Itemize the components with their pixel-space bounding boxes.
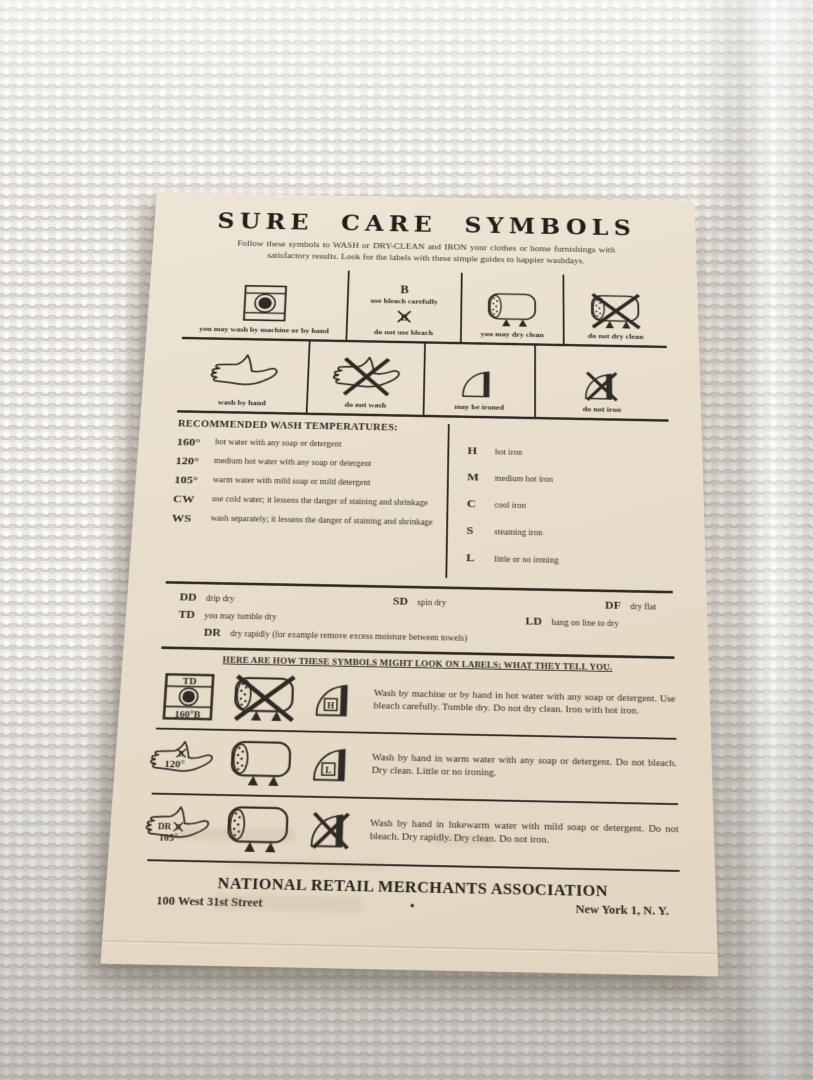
- dry-code-group: [178, 609, 277, 624]
- do-not-dry-clean-icon: [224, 675, 304, 723]
- temp-row: [173, 493, 434, 511]
- label-example-row-2: [152, 730, 678, 806]
- organization-name: NATIONAL RETAIL MERCHANTS ASSOCIATION: [217, 874, 609, 901]
- hand-temp: 120°: [164, 759, 185, 771]
- temp-desc: wash separately; it lessens the danger of staining and shrinkage: [210, 515, 433, 528]
- temp-code: CW: [172, 492, 195, 506]
- symbol-caption: do not dry clean: [587, 331, 644, 341]
- ink-bleed-through: [178, 827, 296, 843]
- bullet-separator: •: [410, 899, 415, 913]
- symbol-caption: you may wash by machine or by hand: [199, 324, 329, 335]
- label-examples-header: HERE ARE HOW THESE SYMBOLS MIGHT LOOK ON LABELS; WHAT THEY TELL YOU.: [222, 656, 613, 674]
- do-not-bleach-icon: [394, 308, 414, 326]
- symbol-caption: do not use bleach: [373, 327, 434, 337]
- symbol-caption: do not wash: [344, 400, 387, 410]
- washing-machine-icon: [240, 283, 290, 323]
- symbol-grid: [177, 268, 669, 422]
- label-example-description: Wash by hand in warm water with any soap or detergent. Do not bleach. Dry clean. Little or no ironing.: [371, 753, 678, 779]
- cell-may-be-ironed: [423, 344, 534, 417]
- dry-code: LD: [525, 615, 542, 628]
- temp-desc: hot water with any soap or detergent: [214, 438, 342, 450]
- crossed-b-letter: B: [399, 311, 408, 324]
- dry-code-group: [203, 626, 467, 644]
- dry-clean-drum-icon: [484, 291, 541, 328]
- wash-temperatures-header: RECOMMENDED WASH TEMPERATURES:: [177, 419, 399, 434]
- care-symbols-card: [100, 192, 718, 976]
- intro-text: Follow these symbols to WASH or DRY-CLEAN and IRON your clothes or home furnishings with satisfactory results. Look for the labels with these simple guides to happier washdays.: [237, 239, 616, 266]
- card-content: [100, 192, 718, 976]
- do-not-dry-clean-icon: [587, 293, 644, 330]
- iron-code-row: [467, 497, 671, 514]
- dry-code-group: [605, 599, 656, 613]
- iron-code: L: [466, 551, 475, 565]
- drying-codes-section: [161, 584, 674, 659]
- dry-desc: you may tumble dry: [203, 612, 277, 623]
- iron-icon: [460, 367, 498, 400]
- dry-code: DR: [203, 626, 222, 640]
- cell-machine-wash: [182, 268, 348, 340]
- temp-code: WS: [171, 511, 192, 525]
- dry-desc: dry flat: [630, 603, 657, 613]
- dry-code: SD: [392, 595, 409, 608]
- iron-code: M: [467, 470, 480, 484]
- cell-do-not-wash: [306, 342, 424, 415]
- dry-desc: drip dry: [205, 595, 235, 605]
- iron-code-row: [468, 444, 670, 461]
- temp-code: 120°: [175, 454, 200, 468]
- washer-bottom-code: 160°B: [174, 709, 201, 721]
- symbol-grid-row-1: [182, 268, 667, 348]
- hand-temp: 105°: [158, 833, 179, 845]
- hand-wash-icon: [204, 353, 282, 396]
- temp-code: 105°: [173, 473, 199, 487]
- paper-crease: [102, 941, 718, 957]
- dry-code: DF: [605, 599, 621, 612]
- iron-desc: medium hot iron: [494, 475, 553, 485]
- iron-desc: hot iron: [494, 449, 523, 458]
- cell-do-not-dry-clean: [563, 275, 667, 346]
- iron-code-row: [467, 471, 670, 488]
- iron-desc: steaming iron: [494, 528, 543, 539]
- symbol-caption: wash by hand: [217, 398, 267, 408]
- do-not-wash-icon: [328, 355, 405, 398]
- dry-code-group: [179, 591, 234, 605]
- dry-code: TD: [178, 608, 196, 622]
- ironing-codes-column: [447, 425, 672, 583]
- street-address: 100 West 31st Street: [155, 894, 263, 910]
- hot-iron-icon: [308, 681, 363, 720]
- symbol-caption: may be ironed: [454, 402, 505, 412]
- label-example-description: Wash by hand in lukewarm water with mild soap or detergent. Do not bleach. Dry rapidly. Dry clean. Do not iron.: [369, 818, 679, 846]
- temp-desc: warm water with mild soap or mild detergent: [212, 476, 371, 488]
- ink-bleed-through: [213, 894, 362, 912]
- labeled-hand-icon: [144, 736, 216, 787]
- symbol-caption: do not iron: [582, 404, 622, 414]
- iron-code: H: [467, 444, 478, 457]
- temp-desc: use cold water; it lessens the danger of staining and shrinkage: [211, 495, 429, 509]
- symbol-grid-row-2: [177, 340, 668, 420]
- dry-code: DD: [179, 591, 197, 604]
- temp-desc: medium hot water with any soap or detergent: [213, 457, 372, 469]
- temp-code: 160°: [176, 435, 201, 449]
- bleach-letter: B: [400, 284, 409, 297]
- little-ironing-icon: [305, 745, 360, 785]
- iron-code-row: [467, 524, 672, 541]
- ink-bleed-through: [432, 834, 491, 846]
- dry-desc: spin dry: [417, 599, 447, 609]
- cell-dry-clean: [460, 273, 564, 344]
- temp-row: [175, 455, 434, 473]
- dry-clean-drum-icon: [220, 738, 301, 787]
- city-address: New York 1, N. Y.: [575, 902, 669, 919]
- wash-temperatures-section: [166, 413, 673, 594]
- symbol-caption: use bleach carefully: [370, 296, 438, 306]
- do-not-iron-icon: [303, 810, 359, 851]
- dry-desc: dry rapidly (for example remove excess moisture between towels): [229, 630, 468, 644]
- label-example-description: Wash by machine or by hand in hot water with any soap or detergent. Use bleach carefully. Tumble dry. Do not dry clean. Iron with hot iron.: [373, 688, 676, 717]
- cell-do-not-iron: [534, 346, 669, 420]
- iron-desc: little or no ironing: [494, 556, 559, 566]
- iron-code: C: [466, 497, 477, 511]
- washer-top-code: TD: [182, 676, 197, 688]
- page-title: SURE CARE SYMBOLS: [216, 209, 637, 241]
- dry-code-group: [526, 615, 619, 630]
- iron-desc: cool iron: [494, 502, 527, 511]
- do-not-bleach-mark: [176, 749, 186, 758]
- ink-bleed-through: [225, 858, 382, 871]
- temp-row: [171, 512, 433, 530]
- do-not-iron-icon: [583, 370, 621, 403]
- svg-text:B: B: [175, 822, 182, 833]
- temp-row: [174, 473, 434, 491]
- iron-letter: H: [326, 700, 335, 711]
- labeled-washer-icon: [156, 671, 220, 722]
- cell-bleach: [345, 271, 460, 342]
- iron-code-row: [466, 551, 672, 569]
- iron-letter: L: [325, 765, 332, 776]
- svg-text:B: B: [178, 749, 185, 759]
- wash-temperatures-column: [166, 419, 449, 578]
- iron-code: S: [466, 524, 474, 537]
- label-example-row-1: [156, 666, 677, 740]
- dry-desc: hang on line to dry: [551, 619, 619, 630]
- cell-wash-by-hand: [177, 340, 309, 413]
- symbol-caption: you may dry clean: [480, 329, 544, 339]
- hand-code: DR: [157, 821, 172, 833]
- temp-row: [176, 436, 435, 454]
- dry-code-group: [393, 595, 447, 609]
